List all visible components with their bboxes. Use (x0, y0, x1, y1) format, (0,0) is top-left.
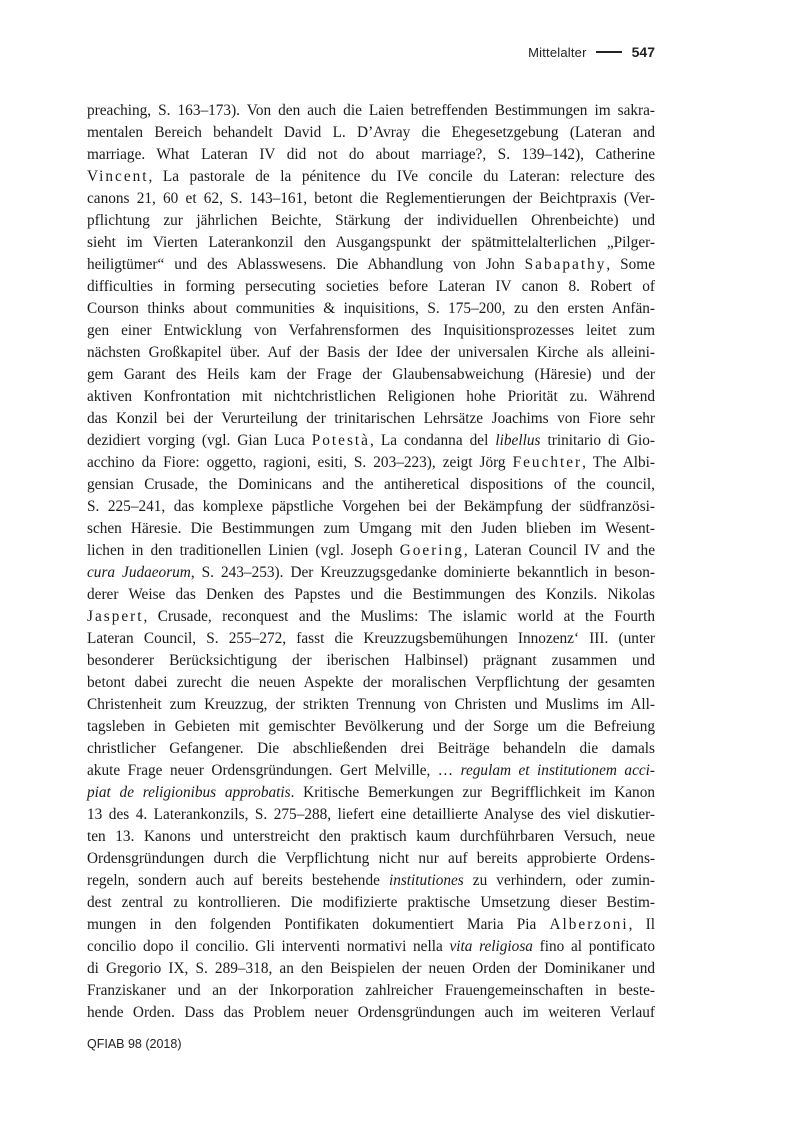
author-name: Goering (399, 542, 464, 559)
text-run: pflichtung zur jährlichen Beichte, Stärkung der individuellen Ohrenbeichte) und (87, 212, 655, 229)
text-line (87, 210, 655, 232)
text-run: , Crusade, reconquest and the Muslims: The islamic world at the Fourth (143, 608, 655, 625)
text-line (87, 100, 655, 122)
author-name: Potestà (311, 432, 370, 449)
text-run: dest zentral zu kontrollieren. Die modifizierte praktische Umsetzung dieser Bestim- (87, 894, 655, 911)
text-line (87, 628, 655, 650)
text-line (87, 232, 655, 254)
text-run: ten 13. Kanons und unterstreicht den praktisch kaum durchführbaren Versuch, neue (87, 828, 655, 845)
text-line (87, 166, 655, 188)
text-line (87, 188, 655, 210)
body-paragraph (87, 100, 655, 1024)
text-run: dezidiert vorging (vgl. Gian Luca (87, 432, 312, 449)
text-line (87, 716, 655, 738)
text-line (87, 430, 655, 452)
text-line (87, 364, 655, 386)
text-line (87, 122, 655, 144)
italic-term: piat de religionibus approbatis (87, 784, 291, 801)
text-line (87, 892, 655, 914)
text-line (87, 782, 655, 804)
text-run: Lateran Council, S. 255–272, fasst die Kreuzzugsbemühungen Innozenz‘ III. (unter (87, 630, 655, 647)
text-run: , La pastorale de la pénitence du IVe concile du Lateran: relecture des (148, 168, 655, 185)
text-run: . Kritische Bemerkungen zur Begrifflichkeit im Kanon (290, 784, 655, 801)
text-run: , S. 243–253). Der Kreuzzugsgedanke dominierte bekanntlich in beson- (190, 564, 655, 581)
text-line (87, 672, 655, 694)
text-run: , The Albi- (582, 454, 655, 471)
text-run: 13 des 4. Laterankonzils, S. 275–288, liefert eine detaillierte Analyse des viel diskutier- (87, 806, 655, 823)
text-run: zu verhindern, oder zumin- (463, 872, 656, 889)
journal-footer: QFIAB 98 (2018) (87, 1037, 182, 1051)
text-run: das Konzil bei der Verurteilung der trinitarischen Lehrsätze Joachims von Fiore sehr (87, 410, 655, 427)
text-run: concilio dopo il concilio. Gli interventi normativi nella (87, 938, 450, 955)
text-run: mentalen Bereich behandelt David L. D’Avray die Ehegesetzgebung (Lateran and (87, 124, 655, 141)
text-run: sieht im Vierten Laterankonzil den Ausgangspunkt der spätmittelalterlichen „Pilger- (87, 234, 655, 251)
text-line (87, 562, 655, 584)
text-line (87, 914, 655, 936)
text-line (87, 408, 655, 430)
text-run: besonderer Berücksichtigung der iberischen Halbinsel) prägnant zusammen und (87, 652, 655, 669)
text-run: lichen in den traditionellen Linien (vgl. Joseph (87, 542, 400, 559)
text-line (87, 342, 655, 364)
text-run: acchino da Fiore: oggetto, ragioni, esiti, S. 203–223), zeigt Jörg (87, 454, 513, 471)
italic-term: regulam et institutionem acci- (460, 762, 655, 779)
text-run: betont dabei zurecht die neuen Aspekte der moralischen Verpflichtung der gesamten (87, 674, 655, 691)
text-line (87, 694, 655, 716)
text-run: Christenheit zum Kreuzzug, der strikten Trennung von Christen und Muslims im All- (87, 696, 655, 713)
text-run: , Il (628, 916, 655, 933)
text-run: fino al pontificato (532, 938, 655, 955)
text-line (87, 320, 655, 342)
text-run: , Lateran Council IV and the (463, 542, 655, 559)
text-run: tagsleben in Gebieten mit gemischter Bevölkerung und der Sorge um die Befreiung (87, 718, 655, 735)
text-line (87, 254, 655, 276)
text-run: gen einer Entwicklung von Verfahrensformen des Inquisitionsprozesses leitet zum (87, 322, 655, 339)
text-run: Franziskaner und an der Inkorporation zahlreicher Frauengemeinschaften in beste- (87, 982, 655, 999)
author-name: Jaspert (87, 608, 144, 625)
author-name: Vincent (87, 168, 149, 185)
text-run: schen Häresie. Die Bestimmungen zum Umgang mit den Juden blieben im Wesent- (87, 520, 655, 537)
text-run: christlicher Gefangener. Die abschließenden drei Beiträge behandeln die damals (87, 740, 655, 757)
italic-term: vita religiosa (449, 938, 533, 955)
text-run: regeln, sondern auch auf bereits bestehende (87, 872, 389, 889)
page-number: 547 (631, 44, 655, 60)
text-line (87, 298, 655, 320)
author-name: Sabapathy (524, 256, 607, 273)
text-line (87, 826, 655, 848)
text-run: Ordensgründungen durch die Verpflichtung nicht nur auf bereits approbierte Ordens- (87, 850, 655, 867)
italic-term: institutiones (388, 872, 464, 889)
text-run: trinitario di Gio- (540, 432, 656, 449)
text-run: hende Orden. Dass das Problem neuer Ordensgründungen auch im weiteren Verlauf (87, 1004, 655, 1021)
author-name: Alberzoni (549, 916, 629, 933)
text-line (87, 606, 655, 628)
text-run: gem Garant des Heils kam der Frage der Glaubensabweichung (Häresie) und der (87, 366, 655, 383)
text-line (87, 848, 655, 870)
text-line (87, 1002, 655, 1024)
text-line (87, 958, 655, 980)
text-run: , Some (606, 256, 655, 273)
text-line (87, 276, 655, 298)
text-run: difficulties in forming persecuting societies before Lateran IV canon 8. Robert of (87, 278, 655, 295)
text-line (87, 452, 655, 474)
text-line (87, 870, 655, 892)
text-line (87, 980, 655, 1002)
text-run: Courson thinks about communities & inquisitions, S. 175–200, zu den ersten Anfän- (87, 300, 655, 317)
text-run: aktiven Konfrontation mit nichtchristlichen Religionen hohe Priorität zu. Während (87, 388, 655, 405)
text-run: di Gregorio IX, S. 289–318, an den Beispielen der neuen Orden der Dominikaner und (87, 960, 655, 977)
text-run: mungen in den folgenden Pontifikaten dokumentiert Maria Pia (87, 916, 550, 933)
italic-term: libellus (495, 432, 541, 449)
text-run: preaching, S. 163–173). Von den auch die Laien betreffenden Bestimmungen im sakra- (87, 102, 655, 119)
italic-term: cura Judaeorum (87, 564, 191, 581)
text-line (87, 650, 655, 672)
section-title: Mittelalter (528, 44, 587, 60)
text-run: canons 21, 60 et 62, S. 143–161, betont die Reglementierungen der Beichtpraxis (Ver- (87, 190, 655, 207)
text-run: marriage. What Lateran IV did not do about marriage?, S. 139–142), Catherine (87, 146, 655, 163)
text-line (87, 144, 655, 166)
text-run: gensian Crusade, the Dominicans and the antiheretical dispositions of the council, (87, 476, 655, 493)
text-line (87, 804, 655, 826)
text-run: derer Weise das Denken des Papstes und die Bestimmungen des Konzils. Nikolas (87, 586, 655, 603)
text-run: akute Frage neuer Ordensgründungen. Gert Melville, … (87, 762, 461, 779)
author-name: Feuchter (512, 454, 583, 471)
text-run: nächsten Großkapitel über. Auf der Basis der Idee der universalen Kirche als alleini- (87, 344, 655, 361)
text-run: heiligtümer“ und des Ablasswesens. Die Abhandlung von John (87, 256, 525, 273)
text-line (87, 496, 655, 518)
text-line (87, 760, 655, 782)
text-line (87, 518, 655, 540)
text-line (87, 584, 655, 606)
text-run: , La condanna del (369, 432, 496, 449)
text-line (87, 474, 655, 496)
header-rule (596, 51, 622, 53)
text-line (87, 738, 655, 760)
text-line (87, 936, 655, 958)
text-run: S. 225–241, das komplexe päpstliche Vorgehen bei der Bekämpfung der südfranzösi- (87, 498, 655, 515)
text-line (87, 540, 655, 562)
text-line (87, 386, 655, 408)
running-head (528, 44, 655, 60)
